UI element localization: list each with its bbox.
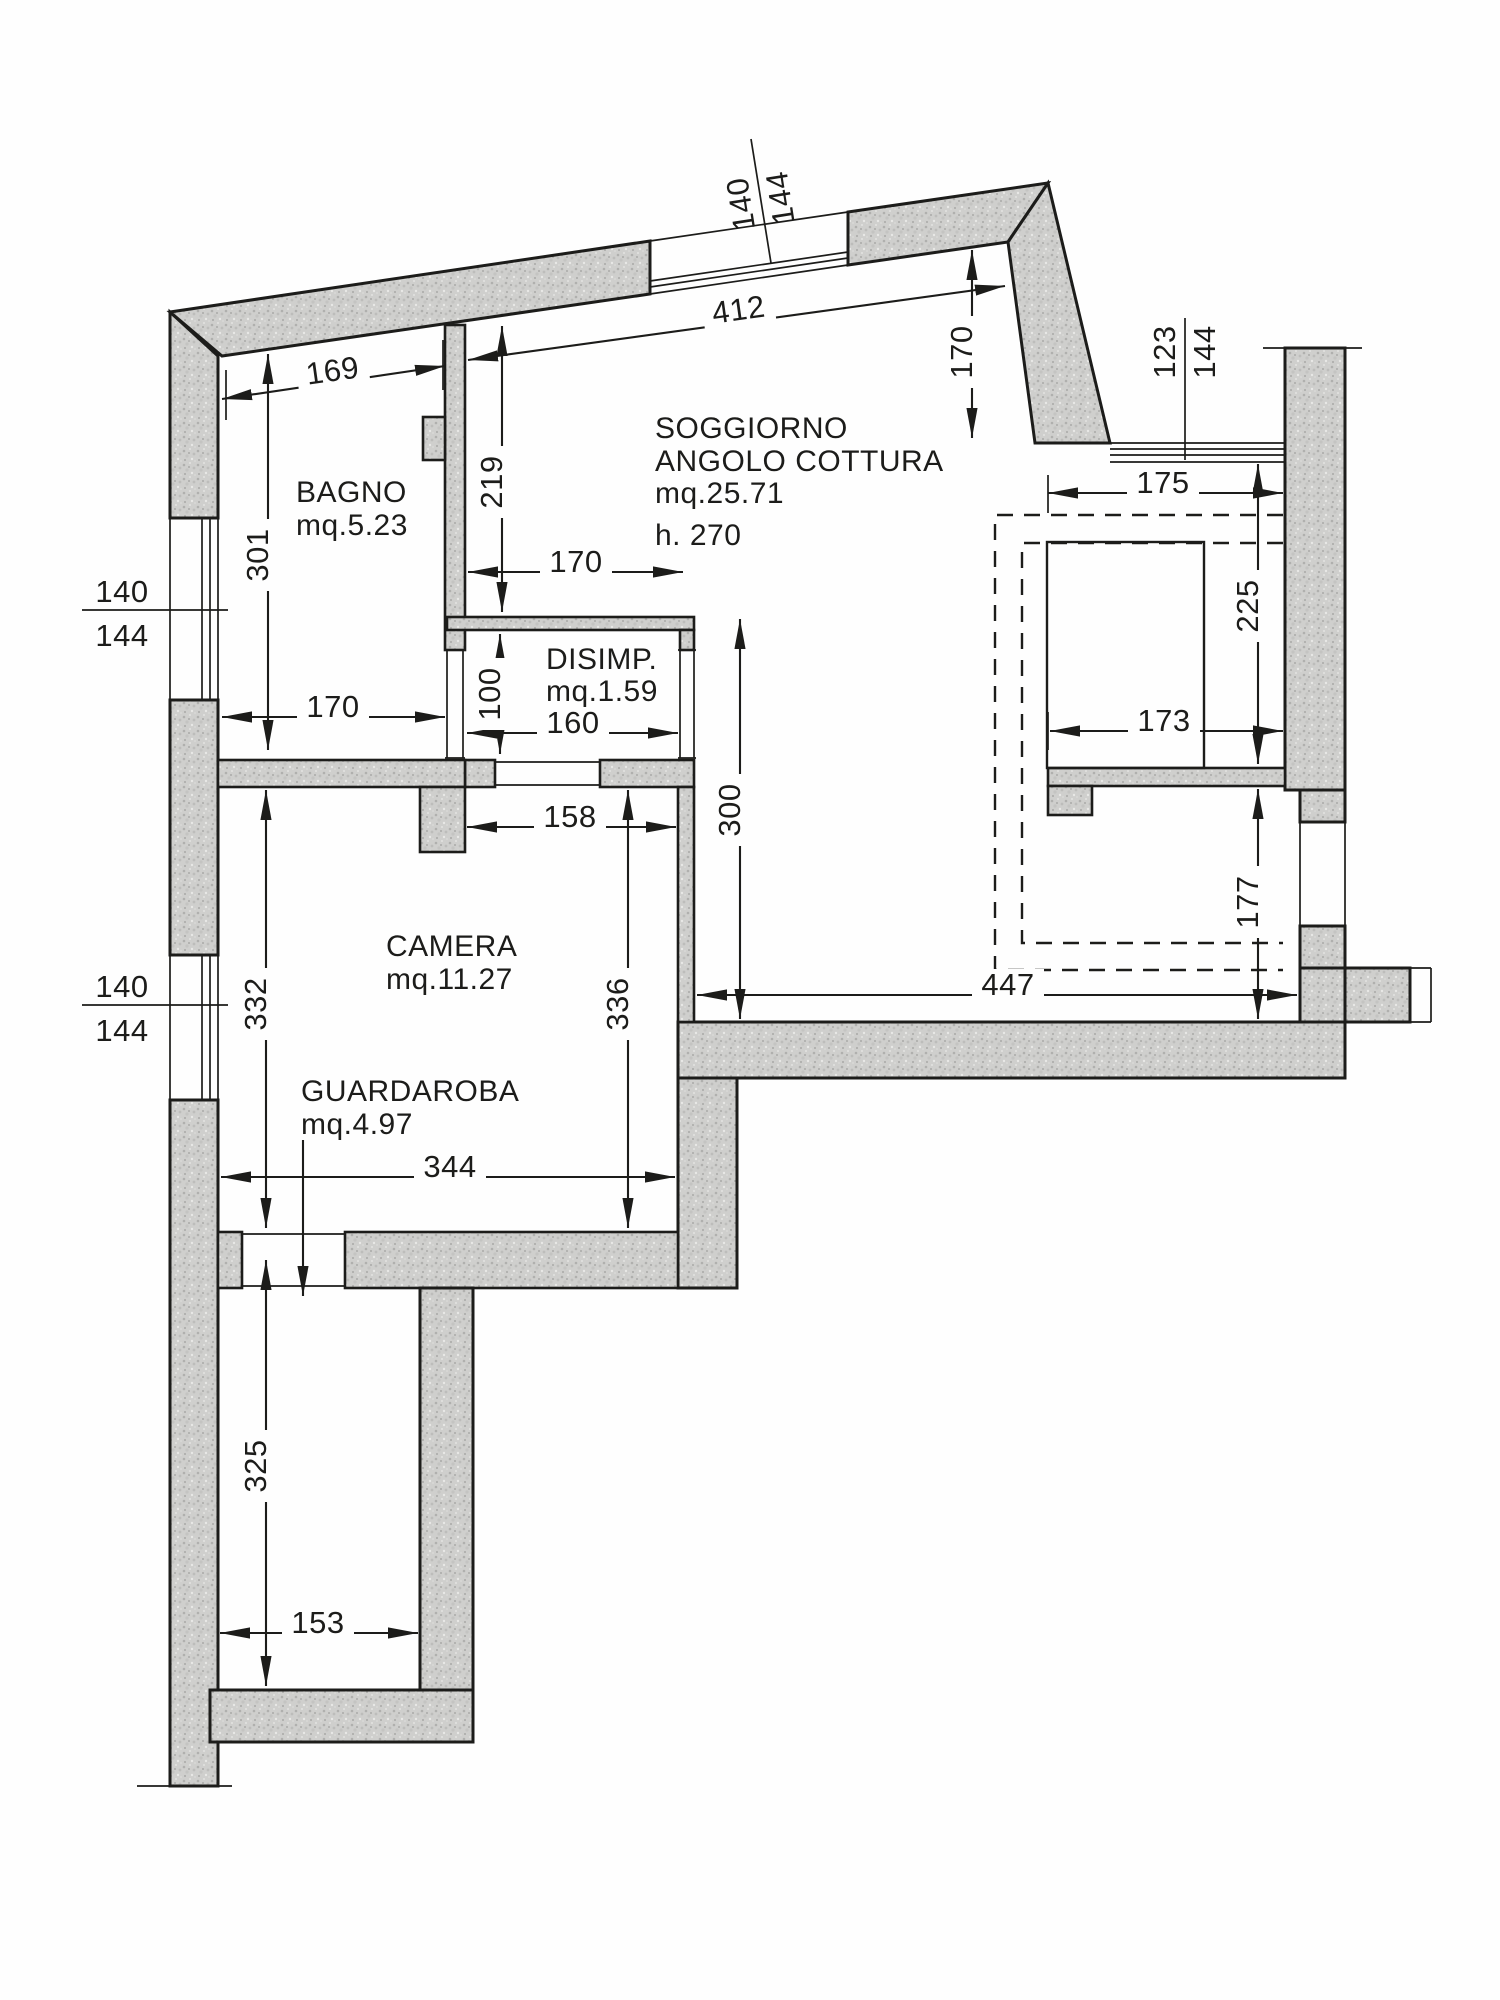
svg-text:160: 160 <box>546 705 600 740</box>
svg-text:140: 140 <box>719 175 763 234</box>
dim-170-bagno <box>297 689 369 725</box>
svg-text:175: 175 <box>1136 465 1190 500</box>
wall-right-below-opening <box>1300 926 1345 968</box>
door-disimp-soggiorno <box>678 650 696 758</box>
window-right <box>1110 443 1285 462</box>
wall-disimp-east-upper <box>680 630 694 650</box>
svg-text:140: 140 <box>95 969 149 1004</box>
room-label-soggiorno <box>655 412 944 552</box>
svg-text:153: 153 <box>291 1605 345 1640</box>
wall-right-above-opening <box>1300 790 1345 822</box>
room-label-bagno <box>296 476 408 542</box>
svg-text:ANGOLO COTTURA: ANGOLO COTTURA <box>655 445 944 478</box>
dim-170-disimp <box>540 544 612 580</box>
dim-332 <box>238 968 274 1040</box>
dim-158 <box>534 799 606 835</box>
svg-text:170: 170 <box>306 689 360 724</box>
svg-text:CAMERA: CAMERA <box>386 930 518 963</box>
wall-camera-bottom-left <box>218 1232 242 1288</box>
svg-text:219: 219 <box>474 455 509 509</box>
wall-camera-east-upper <box>678 787 694 1022</box>
svg-text:325: 325 <box>238 1439 273 1493</box>
wall-bagno-east <box>445 325 465 650</box>
svg-text:344: 344 <box>423 1149 477 1184</box>
svg-text:mq.4.97: mq.4.97 <box>301 1108 413 1141</box>
dim-153 <box>282 1605 354 1641</box>
wall-balcony-strip <box>1048 768 1285 786</box>
wall-left-middle <box>170 700 218 955</box>
wall-left-lower <box>170 1100 218 1786</box>
dim-175 <box>1127 465 1199 501</box>
wall-camera-pilaster <box>420 787 465 852</box>
window-left-lower <box>170 955 218 1100</box>
svg-text:412: 412 <box>709 288 768 331</box>
svg-text:300: 300 <box>712 783 747 837</box>
svg-text:173: 173 <box>1137 703 1191 738</box>
wall-guardaroba-east <box>420 1288 473 1742</box>
window-label-left-lower <box>95 969 148 1048</box>
dim-173 <box>1128 703 1200 739</box>
room-label-disimpegno <box>546 643 658 708</box>
room-label-camera <box>386 930 517 996</box>
svg-text:177: 177 <box>1230 875 1265 929</box>
svg-text:301: 301 <box>240 528 275 582</box>
svg-text:mq.25.71: mq.25.71 <box>655 477 785 510</box>
window-label-left-upper <box>95 574 148 653</box>
wall-balcony-pilaster <box>1048 786 1092 815</box>
wall-bagno-camera <box>218 760 465 787</box>
dim-160 <box>537 705 609 741</box>
wall-guardaroba-bottom <box>210 1690 473 1742</box>
wall-disimp-top <box>447 617 694 630</box>
svg-text:DISIMP.: DISIMP. <box>546 643 658 676</box>
dim-225 <box>1230 570 1266 642</box>
dim-170-right <box>944 316 980 388</box>
svg-text:BAGNO: BAGNO <box>296 476 407 509</box>
dim-301 <box>240 519 276 591</box>
wall-disimp-bottom-left <box>465 760 495 787</box>
svg-text:332: 332 <box>238 977 273 1031</box>
svg-text:169: 169 <box>303 349 362 392</box>
dim-344 <box>414 1149 486 1185</box>
svg-text:GUARDAROBA: GUARDAROBA <box>301 1075 520 1108</box>
svg-text:225: 225 <box>1230 579 1265 633</box>
svg-text:170: 170 <box>944 325 979 379</box>
wall-bagno-notch <box>423 417 445 460</box>
svg-text:mq.11.27: mq.11.27 <box>386 963 513 996</box>
dim-325 <box>238 1430 274 1502</box>
svg-text:170: 170 <box>549 544 603 579</box>
svg-text:336: 336 <box>600 977 635 1031</box>
door-disimp-camera <box>495 760 600 787</box>
dim-336 <box>600 968 636 1040</box>
svg-text:158: 158 <box>543 799 597 834</box>
dim-177 <box>1230 866 1266 938</box>
wall-right-step <box>1345 968 1410 1022</box>
dim-447 <box>972 967 1044 1003</box>
wall-disimp-bottom-right <box>600 760 694 787</box>
wall-camera-east-lower <box>678 1078 737 1288</box>
wall-top-left <box>170 241 650 356</box>
door-right-opening <box>1300 822 1345 926</box>
svg-text:140: 140 <box>95 574 149 609</box>
svg-text:144: 144 <box>758 168 802 227</box>
dim-412 <box>700 287 776 333</box>
dim-219 <box>474 446 510 518</box>
svg-text:144: 144 <box>95 618 149 653</box>
dim-300 <box>712 774 748 846</box>
wall-right-slant <box>1008 183 1110 443</box>
svg-text:144: 144 <box>95 1013 149 1048</box>
svg-text:SOGGIORNO: SOGGIORNO <box>655 412 848 445</box>
door-camera-guardaroba <box>242 1232 345 1288</box>
svg-text:mq.1.59: mq.1.59 <box>546 675 658 708</box>
dim-169 <box>294 348 370 394</box>
door-disimp-bagno <box>445 650 465 758</box>
wall-right-upper <box>1285 348 1345 790</box>
window-left-upper <box>170 518 218 700</box>
svg-text:mq.5.23: mq.5.23 <box>296 509 408 542</box>
svg-text:100: 100 <box>472 667 507 721</box>
svg-text:447: 447 <box>981 967 1035 1002</box>
wall-soggiorno-bottom <box>678 1022 1345 1078</box>
room-label-guardaroba <box>301 1075 519 1141</box>
svg-text:123: 123 <box>1147 325 1182 379</box>
wall-camera-bottom-right <box>345 1232 678 1288</box>
svg-text:h. 270: h. 270 <box>655 519 742 552</box>
wall-right-corner <box>1300 968 1345 1022</box>
svg-text:144: 144 <box>1187 325 1222 379</box>
dim-100 <box>472 658 508 730</box>
